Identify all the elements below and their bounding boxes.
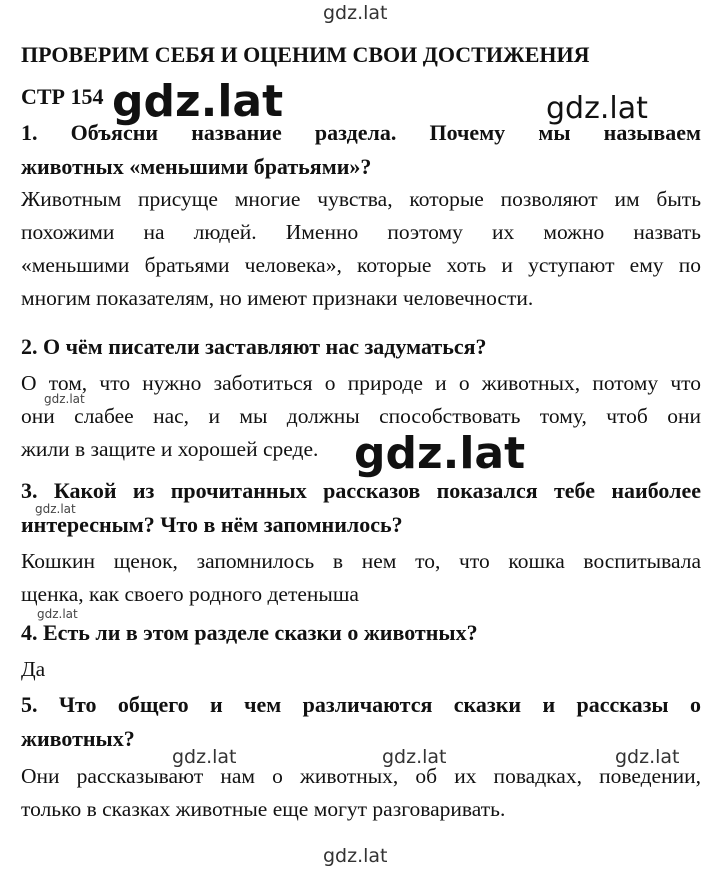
question-5-line-2: животных? [21,726,135,751]
answer-2-line-1: О том, что нужно заботиться о природе и о животных, потому что [21,371,701,395]
question-3 [21,474,701,542]
watermark-row-1: gdz.lat [172,746,237,768]
answer-1-line-3: «меньшими братьями человека», которые хоть и уступают ему по [21,253,701,277]
answer-1-line-1: Животным присуще многие чувства, которые позволяют им быть [21,187,701,211]
watermark-medium-right: gdz.lat [546,91,648,126]
watermark-small-1: gdz.lat [44,392,85,406]
question-3-line-1: 3. Какой из прочитанных рассказов показался тебе наиболее [21,478,701,503]
page-heading: ПРОВЕРИМ СЕБЯ И ОЦЕНИМ СВОИ ДОСТИЖЕНИЯ [21,42,590,67]
answer-5 [21,760,701,826]
answer-2-line-2: они слабее нас, и мы должны способствовать тому, чтоб они [21,404,701,428]
question-1-line-1: 1. Объясни название раздела. Почему мы называем [21,120,701,145]
question-3-line-2: интересным? Что в нём запомнилось? [21,512,403,537]
question-1-line-2: животных «меньшими братьями»? [21,154,372,179]
watermark-top: gdz.lat [323,2,388,24]
answer-4-line-1: Да [21,657,46,681]
question-2-line-1: 2. О чём писатели заставляют нас задуматься? [21,334,487,359]
watermark-row-2: gdz.lat [382,746,447,768]
answer-2-line-3: жили в защите и хорошей среде. [21,437,319,461]
question-5-line-1: 5. Что общего и чем различаются сказки и рассказы о [21,692,701,717]
watermark-small-2: gdz.lat [35,502,76,516]
question-4 [21,616,701,650]
answer-1-line-2: похожими на людей. Именно поэтому их можно назвать [21,220,701,244]
answer-5-line-2: только в сказках животные еще могут разговаривать. [21,797,506,821]
watermark-large-2: gdz.lat [354,428,526,479]
question-2 [21,330,701,364]
answer-4 [21,653,701,686]
answer-5-line-1: Они рассказывают нам о животных, об их повадках, поведении, [21,764,701,788]
answer-1-line-4: многим показателям, но имеют признаки человечности. [21,286,534,310]
answer-3-line-1: Кошкин щенок, запомнилось в нем то, что кошка воспитывала [21,549,701,573]
answer-3-line-2: щенка, как своего родного детеныша [21,582,359,606]
watermark-bottom: gdz.lat [323,845,388,867]
answer-3 [21,545,701,611]
watermark-large-1: gdz.lat [112,76,284,127]
page-number: СТР 154 [21,84,104,109]
question-4-line-1: 4. Есть ли в этом разделе сказки о животных? [21,620,478,645]
answer-1 [21,183,701,315]
watermark-small-3: gdz.lat [37,607,78,621]
question-5 [21,688,701,756]
watermark-row-3: gdz.lat [615,746,680,768]
